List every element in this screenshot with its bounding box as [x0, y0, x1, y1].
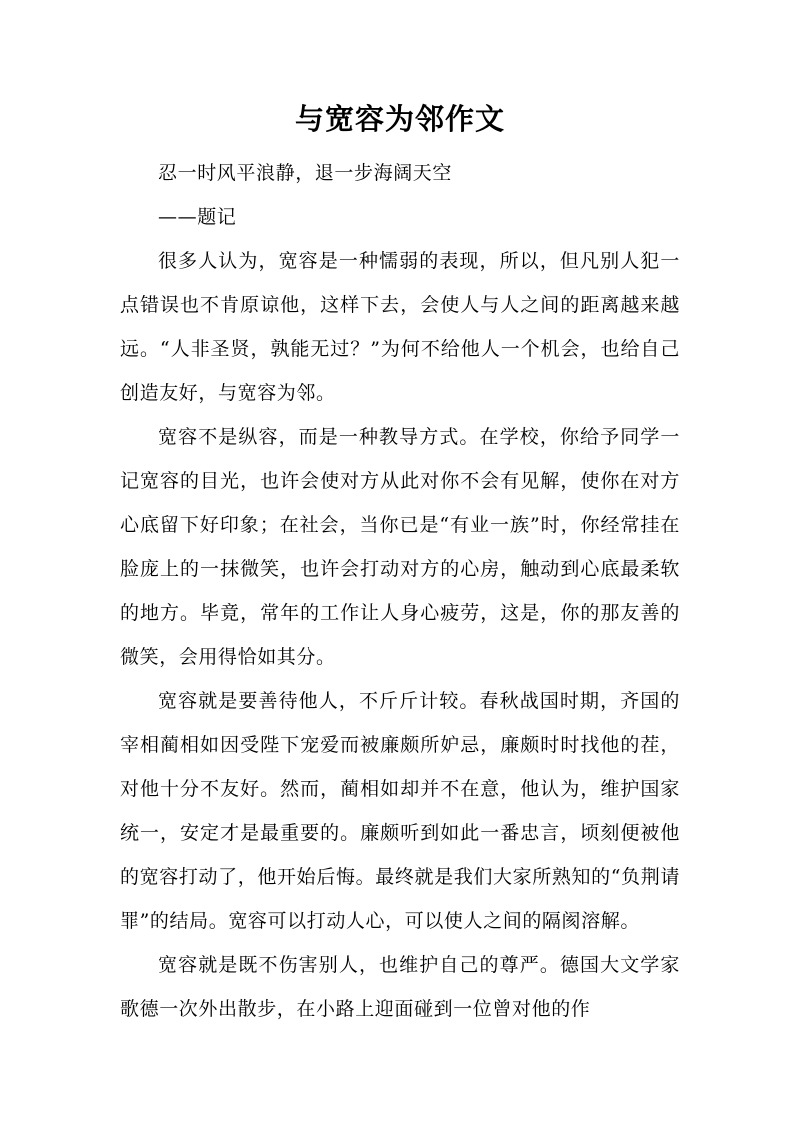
epigraph-attribution: ——题记	[158, 206, 237, 228]
paragraph: 很多人认为，宽容是一种懦弱的表现，所以，但凡别人犯一点错误也不肯原谅他，这样下去，会使人与人之间的距离越来越远。“人非圣贤，孰能无过？”为何不给他人一个机会，也给自己创造友好，与宽容为邻。	[120, 250, 680, 404]
paragraph: 宽容就是既不伤害别人，也维护自己的尊严。德国大文学家歌德一次外出散步，在小路上迎面碰到一位曾对他的作	[120, 954, 680, 1020]
document-body	[120, 151, 680, 1031]
epigraph: 忍一时风平浪静，退一步海阔天空	[158, 162, 453, 184]
paragraph: 宽容就是要善待他人，不斤斤计较。春秋战国时期，齐国的宰相蔺相如因受陛下宠爱而被廉颇所妒忌，廉颇时时找他的茬，对他十分不友好。然而，蔺相如却并不在意，他认为，维护国家统一，安定才是最重要的。廉颇听到如此一番忠言，顷刻便被他的宽容打动了，他开始后悔。最终就是我们大家所熟知的“负荆请罪”的结局。宽容可以打动人心，可以使人之间的隔阂溶解。	[120, 690, 680, 932]
document-title: 与宽容为邻作文	[294, 102, 505, 136]
paragraph: 宽容不是纵容，而是一种教导方式。在学校，你给予同学一记宽容的目光，也许会使对方从此对你不会有见解，使你在对方心底留下好印象；在社会，当你已是“有业一族”时，你经常挂在脸庞上的一抹微笑，也许会打动对方的心房，触动到心底最柔软的地方。毕竟，常年的工作让人身心疲劳，这是，你的那友善的微笑，会用得恰如其分。	[120, 426, 680, 668]
